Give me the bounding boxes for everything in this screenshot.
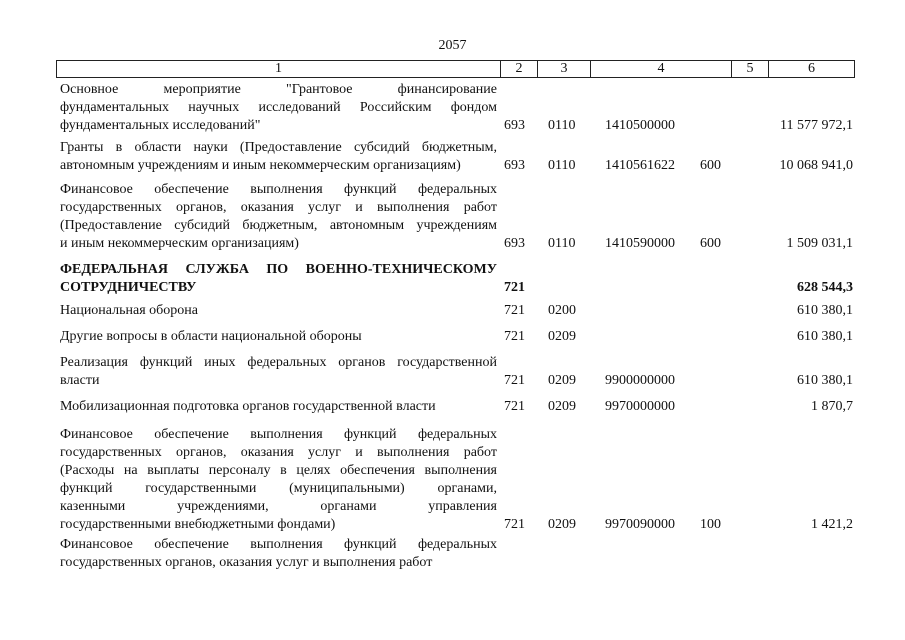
row-description bbox=[60, 302, 497, 320]
description-line: функций государственными (муниципальными) органами, bbox=[60, 481, 497, 496]
amount-cell: 1 509 031,1 bbox=[786, 236, 853, 251]
code-cell: 693 bbox=[504, 236, 525, 251]
section-cell: 0110 bbox=[548, 118, 576, 133]
amount-cell: 1 421,2 bbox=[811, 517, 853, 532]
page-number: 2057 bbox=[438, 38, 467, 53]
type-cell: 600 bbox=[700, 158, 721, 173]
header-col-4: 4 bbox=[590, 61, 731, 77]
description-line: СОТРУДНИЧЕСТВУ bbox=[60, 280, 197, 295]
target-cell: 1410561622 bbox=[605, 158, 675, 173]
description-line: ФЕДЕРАЛЬНАЯ СЛУЖБА ПО ВОЕННО-ТЕХНИЧЕСКОМУ bbox=[60, 262, 497, 277]
header-col-6: 6 bbox=[768, 61, 854, 77]
row-description bbox=[60, 354, 497, 390]
description-line: Национальная оборона bbox=[60, 303, 198, 318]
amount-cell: 628 544,3 bbox=[797, 280, 853, 295]
type-cell: 100 bbox=[700, 517, 721, 532]
code-cell: 721 bbox=[504, 517, 525, 532]
description-line: и иным некоммерческим организациям) bbox=[60, 236, 299, 251]
section-cell: 0209 bbox=[548, 373, 576, 388]
row-description bbox=[60, 426, 497, 534]
description-line: Гранты в области науки (Предоставление субсидий бюджетным, bbox=[60, 140, 497, 155]
description-line: государственных органов, оказания услуг и выполнения работ bbox=[60, 445, 497, 460]
description-line: фундаментальных исследований" bbox=[60, 118, 261, 133]
amount-cell: 1 870,7 bbox=[811, 399, 853, 414]
code-cell: 693 bbox=[504, 158, 525, 173]
row-description bbox=[60, 398, 497, 416]
description-line: Мобилизационная подготовка органов государственной власти bbox=[60, 399, 436, 414]
section-cell: 0200 bbox=[548, 303, 576, 318]
row-description bbox=[60, 81, 497, 135]
description-line: Реализация функций иных федеральных органов государственной bbox=[60, 355, 497, 370]
amount-cell: 10 068 941,0 bbox=[779, 158, 853, 173]
description-line: Другие вопросы в области национальной обороны bbox=[60, 329, 362, 344]
section-cell: 0209 bbox=[548, 517, 576, 532]
header-col-1: 1 bbox=[275, 61, 282, 76]
target-cell: 9970000000 bbox=[605, 399, 675, 414]
code-cell: 721 bbox=[504, 280, 525, 295]
description-line: автономным учреждениям и иным некоммерческим организациям) bbox=[60, 158, 461, 173]
description-line: государственных органов, оказания услуг и выполнения работ bbox=[60, 555, 433, 570]
row-description bbox=[60, 328, 497, 346]
description-line: государственными внебюджетными фондами) bbox=[60, 517, 336, 532]
description-line: (Предоставление субсидий бюджетным, автономным учреждениям bbox=[60, 218, 497, 233]
target-cell: 1410590000 bbox=[605, 236, 675, 251]
description-line: казенными учреждениями, органами управления bbox=[60, 499, 497, 514]
code-cell: 721 bbox=[504, 399, 525, 414]
section-cell: 0209 bbox=[548, 329, 576, 344]
description-line: Финансовое обеспечение выполнения функций федеральных bbox=[60, 537, 497, 552]
code-cell: 721 bbox=[504, 373, 525, 388]
row-description bbox=[60, 536, 497, 572]
header-col-5: 5 bbox=[731, 61, 768, 77]
amount-cell: 610 380,1 bbox=[797, 303, 853, 318]
target-cell: 1410500000 bbox=[605, 118, 675, 133]
code-cell: 721 bbox=[504, 329, 525, 344]
description-line: государственных органов, оказания услуг и выполнения работ bbox=[60, 200, 497, 215]
target-cell: 9900000000 bbox=[605, 373, 675, 388]
code-cell: 721 bbox=[504, 303, 525, 318]
section-cell: 0209 bbox=[548, 399, 576, 414]
description-line: власти bbox=[60, 373, 100, 388]
description-line: (Расходы на выплаты персоналу в целях обеспечения выполнения bbox=[60, 463, 497, 478]
header-col-3: 3 bbox=[537, 61, 590, 77]
row-description bbox=[60, 139, 497, 175]
code-cell: 693 bbox=[504, 118, 525, 133]
header-col-2: 2 bbox=[500, 61, 537, 77]
description-line: Финансовое обеспечение выполнения функций федеральных bbox=[60, 427, 497, 442]
row-description bbox=[60, 181, 497, 253]
target-cell: 9970090000 bbox=[605, 517, 675, 532]
description-line: фундаментальных научных исследований Российским фондом bbox=[60, 100, 497, 115]
description-line: Финансовое обеспечение выполнения функций федеральных bbox=[60, 182, 497, 197]
amount-cell: 11 577 972,1 bbox=[780, 118, 853, 133]
description-line: Основное мероприятие "Грантовое финансирование bbox=[60, 82, 497, 97]
type-cell: 600 bbox=[700, 236, 721, 251]
amount-cell: 610 380,1 bbox=[797, 373, 853, 388]
row-description bbox=[60, 261, 497, 297]
table-header bbox=[56, 60, 855, 78]
amount-cell: 610 380,1 bbox=[797, 329, 853, 344]
section-cell: 0110 bbox=[548, 236, 576, 251]
section-cell: 0110 bbox=[548, 158, 576, 173]
